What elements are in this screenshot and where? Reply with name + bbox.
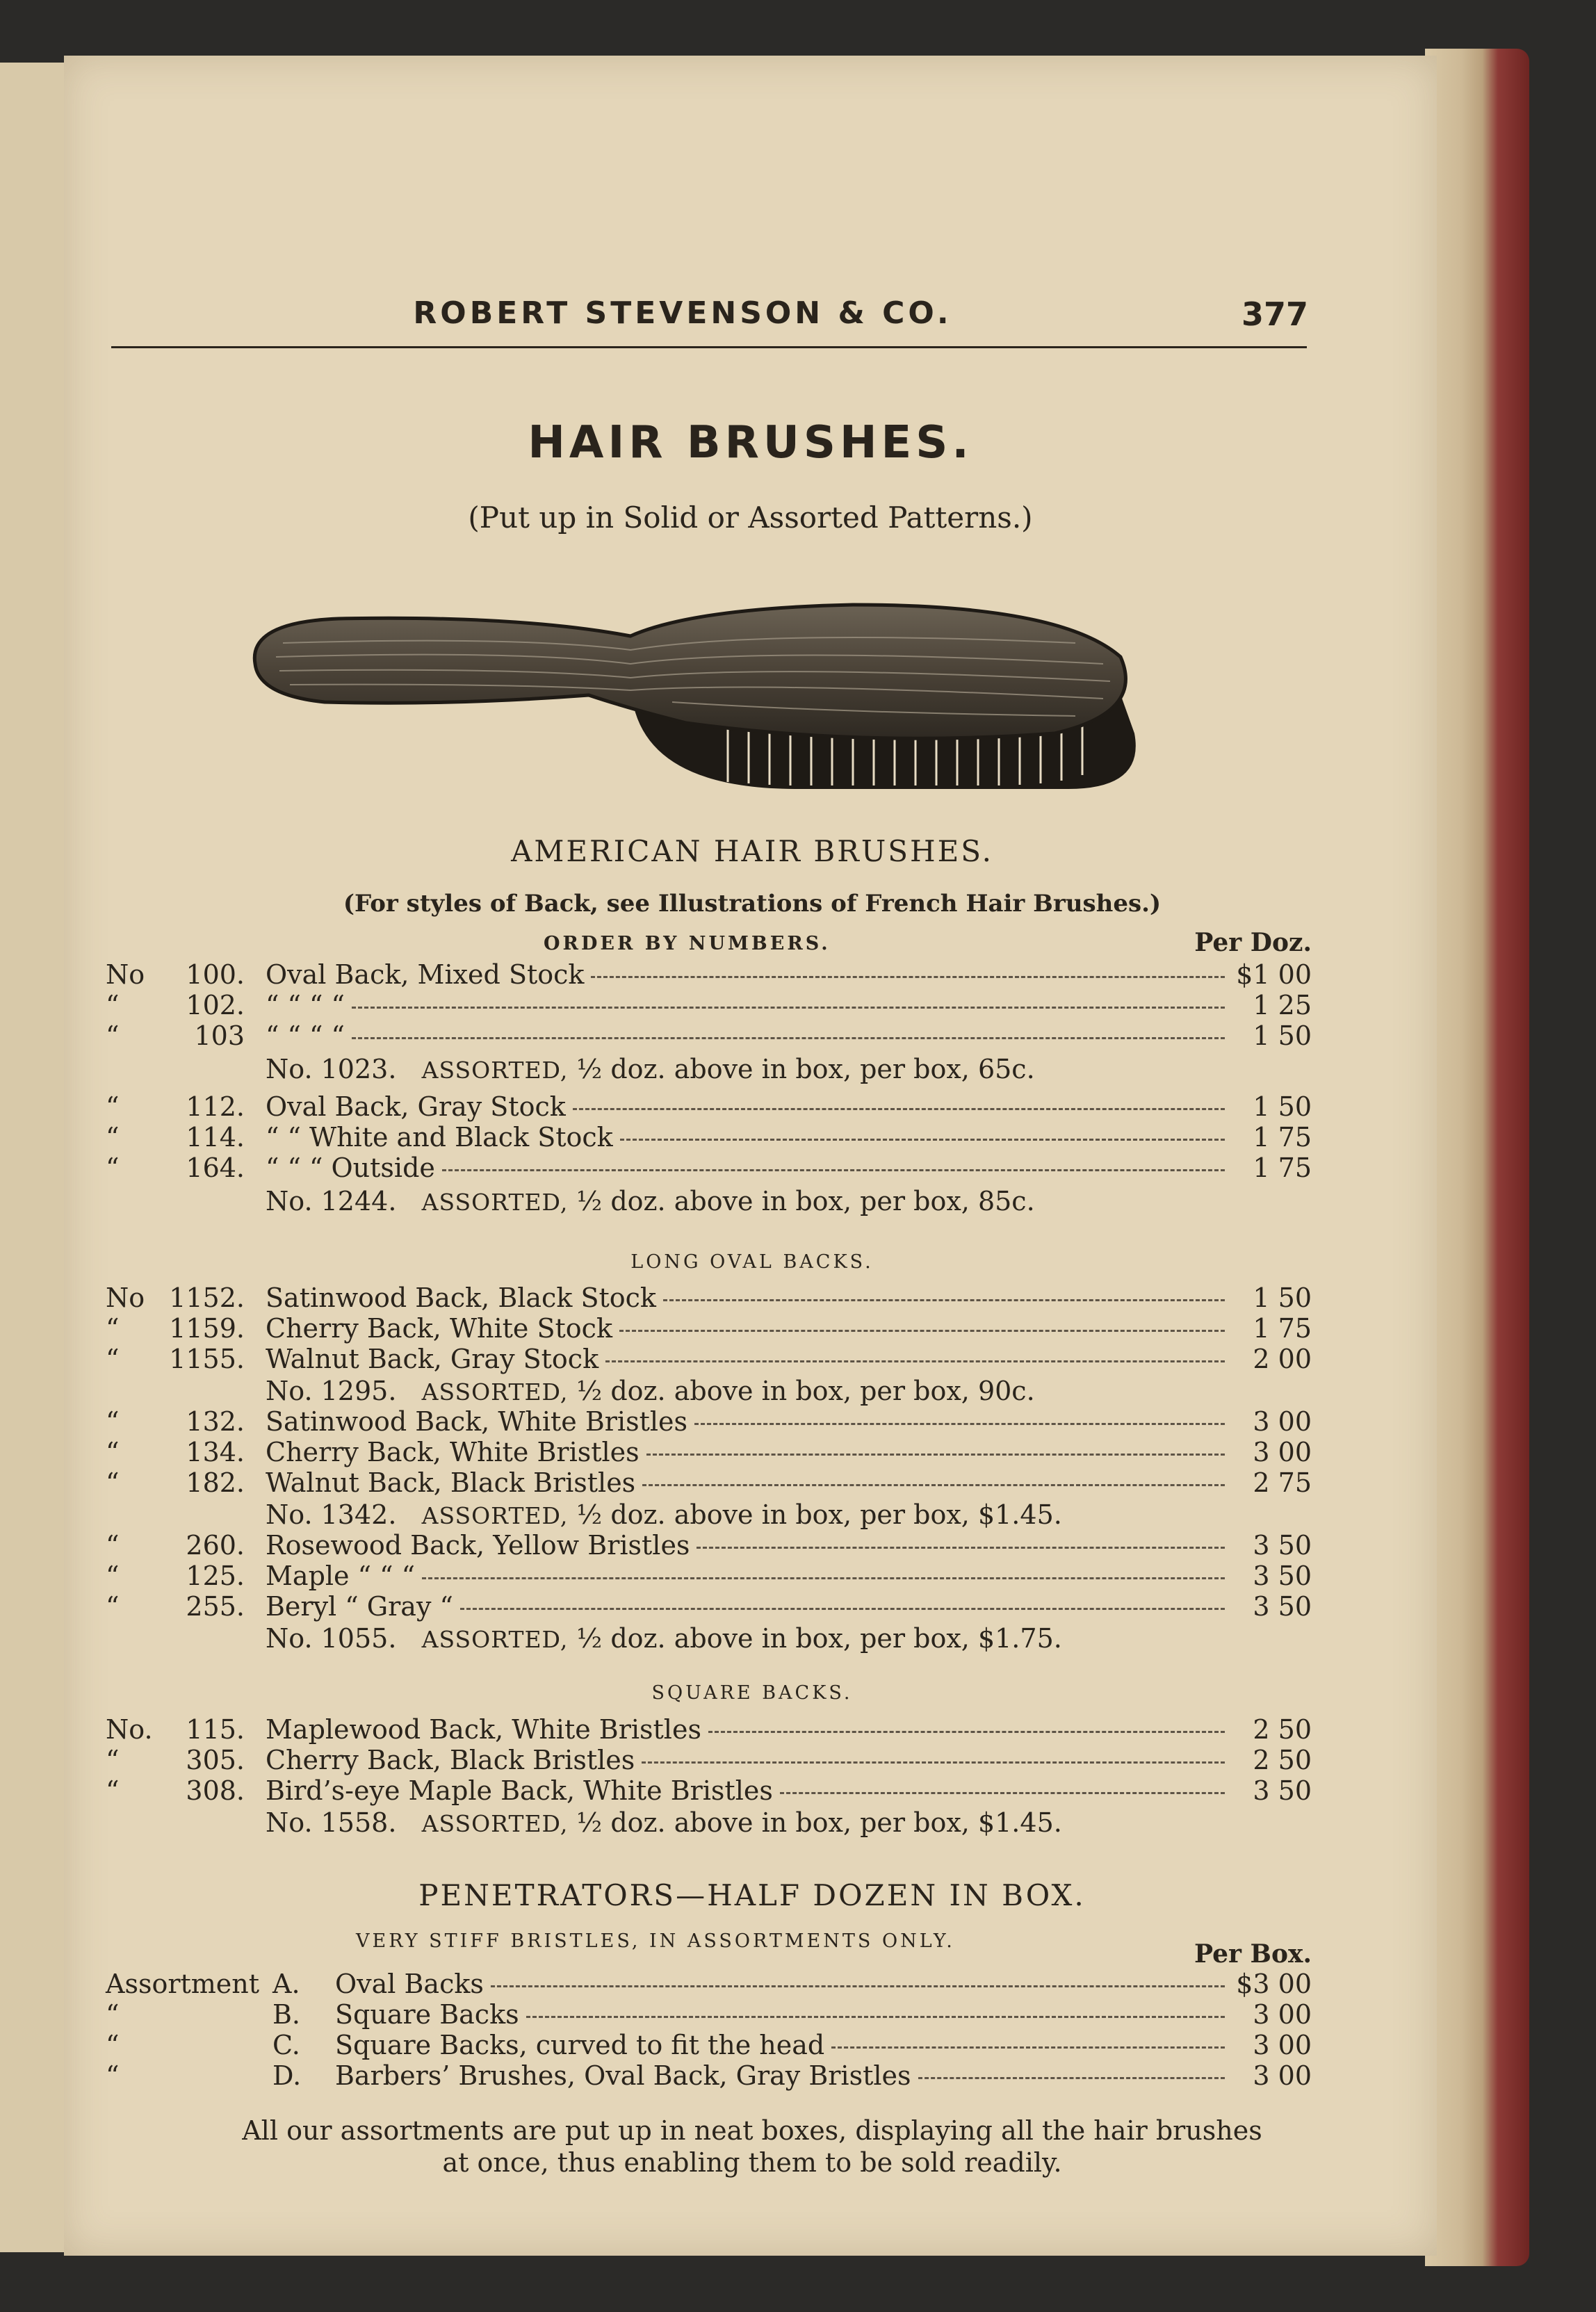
item-price: 2 50 — [1253, 1745, 1312, 1775]
row-prefix: “ — [106, 1745, 120, 1775]
catalog-page — [64, 56, 1437, 2256]
assorted-detail: ½ doz. above in box, per box, $1.75. — [576, 1623, 1062, 1654]
dot-leader — [642, 1761, 1225, 1764]
dot-leader — [642, 1484, 1225, 1486]
assorted-number: No. 1295. — [266, 1376, 397, 1406]
row-prefix: “ — [106, 1406, 120, 1437]
item-number: 125. — [186, 1561, 245, 1591]
assorted-label: ASSORTED, — [421, 1378, 569, 1406]
row-prefix: “ — [106, 1437, 120, 1467]
header-rule — [111, 346, 1307, 348]
dot-leader — [442, 1169, 1225, 1171]
list-item — [106, 1591, 1312, 1622]
row-prefix: Assortment — [106, 1969, 260, 1999]
footer-note — [64, 2115, 1440, 2179]
item-price: 2 00 — [1253, 1344, 1312, 1374]
list-item — [106, 1999, 1312, 2030]
dot-leader — [605, 1360, 1225, 1362]
item-number: 112. — [186, 1091, 245, 1122]
dot-leader — [831, 2046, 1225, 2049]
list-item — [106, 959, 1312, 990]
assorted-label: ASSORTED, — [421, 1502, 569, 1529]
assorted-number: No. 1023. — [266, 1054, 397, 1084]
assortment-letter: D. — [272, 2060, 302, 2091]
item-number: 115. — [186, 1714, 245, 1745]
row-prefix: “ — [106, 1020, 120, 1051]
facing-page-edge — [0, 63, 66, 2252]
item-description: Cherry Back, Black Bristles — [266, 1745, 635, 1775]
item-price: 3 50 — [1253, 1775, 1312, 1806]
row-prefix: “ — [106, 1122, 120, 1153]
item-price: 3 50 — [1253, 1591, 1312, 1622]
list-item — [106, 1561, 1312, 1591]
item-description: Oval Back, Mixed Stock — [266, 959, 585, 990]
list-item — [106, 1313, 1312, 1344]
row-prefix: “ — [106, 1561, 120, 1591]
item-description: Oval Back, Gray Stock — [266, 1091, 566, 1122]
assorted-line — [266, 1054, 1035, 1084]
item-description: Walnut Back, Black Bristles — [266, 1467, 636, 1498]
dot-leader — [352, 1007, 1225, 1009]
row-prefix: “ — [106, 1999, 120, 2030]
item-description: Bird’s-eye Maple Back, White Bristles — [266, 1775, 773, 1806]
item-number: 114. — [186, 1122, 245, 1153]
item-price: 3 00 — [1253, 1437, 1312, 1467]
square-heading: SQUARE BACKS. — [651, 1682, 853, 1704]
list-item — [106, 2030, 1312, 2060]
dot-leader — [708, 1731, 1225, 1733]
item-price: 1 50 — [1253, 1283, 1312, 1313]
row-prefix: “ — [106, 1530, 120, 1561]
assorted-label: ASSORTED, — [421, 1189, 569, 1216]
per-box-label: Per Box. — [1194, 1939, 1312, 1969]
row-prefix: “ — [106, 2030, 120, 2060]
assorted-line — [266, 1623, 1062, 1654]
page-number: 377 — [1241, 295, 1308, 333]
footer-line: All our assortments are put up in neat boxes, displaying all the hair brushes — [242, 2115, 1262, 2146]
list-item — [106, 1775, 1312, 1806]
dot-leader — [697, 1547, 1225, 1549]
row-prefix: “ — [106, 1775, 120, 1806]
item-price: 3 00 — [1253, 1406, 1312, 1437]
item-price: 1 50 — [1253, 1091, 1312, 1122]
list-item — [106, 1530, 1312, 1561]
item-number: 1152. — [169, 1283, 245, 1313]
item-description: Beryl “ Gray “ — [266, 1591, 453, 1622]
assorted-line — [266, 1499, 1062, 1530]
item-number: 260. — [186, 1530, 245, 1561]
assorted-detail: ½ doz. above in box, per box, 65c. — [576, 1054, 1035, 1084]
item-price: 1 75 — [1253, 1122, 1312, 1153]
list-item — [106, 1969, 1312, 1999]
item-description: “ “ White and Black Stock — [266, 1122, 613, 1153]
dot-leader — [620, 1139, 1225, 1141]
dot-leader — [646, 1454, 1225, 1456]
assorted-line — [266, 1376, 1035, 1406]
item-description: Rosewood Back, Yellow Bristles — [266, 1530, 690, 1561]
item-description: “ “ “ “ — [266, 1020, 345, 1051]
item-description: Maplewood Back, White Bristles — [266, 1714, 701, 1745]
assorted-label: ASSORTED, — [421, 1626, 569, 1653]
item-description: Barbers’ Brushes, Oval Back, Gray Bristles — [335, 2060, 911, 2091]
list-item — [106, 1153, 1312, 1183]
item-price: 3 50 — [1253, 1561, 1312, 1591]
footer-line: at once, thus enabling them to be sold readily. — [442, 2147, 1062, 2178]
list-item — [106, 990, 1312, 1020]
item-price: 1 75 — [1253, 1313, 1312, 1344]
item-description: Square Backs — [335, 1999, 519, 2030]
dot-leader — [526, 2016, 1225, 2018]
dot-leader — [694, 1423, 1225, 1425]
list-item — [106, 1406, 1312, 1437]
item-number: 132. — [186, 1406, 245, 1437]
running-head: ROBERT STEVENSON & CO. — [413, 295, 952, 331]
assortment-letter: A. — [272, 1969, 300, 1999]
item-price: 1 25 — [1253, 990, 1312, 1020]
dot-leader — [573, 1108, 1225, 1110]
page-title: HAIR BRUSHES. — [528, 417, 973, 469]
list-item — [106, 1467, 1312, 1498]
row-prefix: “ — [106, 1591, 120, 1622]
item-price: $3 00 — [1236, 1969, 1312, 1999]
row-prefix: “ — [106, 1467, 120, 1498]
row-prefix: “ — [106, 1091, 120, 1122]
row-prefix: “ — [106, 990, 120, 1020]
row-prefix: “ — [106, 2060, 120, 2091]
list-item — [106, 1122, 1312, 1153]
list-item — [106, 1091, 1312, 1122]
item-price: 3 00 — [1253, 1999, 1312, 2030]
dot-leader — [663, 1299, 1225, 1301]
dot-leader — [422, 1577, 1225, 1579]
list-item — [106, 1745, 1312, 1775]
dot-leader — [352, 1037, 1225, 1039]
row-prefix: No. — [106, 1714, 153, 1745]
american-heading: AMERICAN HAIR BRUSHES. — [511, 834, 993, 868]
list-item — [106, 1020, 1312, 1051]
item-number: 255. — [186, 1591, 245, 1622]
item-description: Satinwood Back, Black Stock — [266, 1283, 656, 1313]
list-item — [106, 1283, 1312, 1313]
item-price: 2 75 — [1253, 1467, 1312, 1498]
item-description: Oval Backs — [335, 1969, 484, 1999]
dot-leader — [491, 1985, 1225, 1987]
dot-leader — [780, 1792, 1225, 1794]
row-prefix: No — [106, 1283, 145, 1313]
assortment-letter: C. — [272, 2030, 300, 2060]
list-item — [106, 1437, 1312, 1467]
dot-leader — [460, 1608, 1225, 1610]
item-price: $1 00 — [1236, 959, 1312, 990]
item-price: 1 75 — [1253, 1153, 1312, 1183]
page-subtitle: (Put up in Solid or Assorted Patterns.) — [468, 500, 1033, 535]
item-description: Square Backs, curved to fit the head — [335, 2030, 825, 2060]
item-number: 164. — [186, 1153, 245, 1183]
list-item — [106, 2060, 1312, 2091]
order-label: ORDER BY NUMBERS. — [544, 933, 831, 954]
list-item — [106, 1714, 1312, 1745]
assorted-number: No. 1244. — [266, 1186, 397, 1216]
assorted-detail: ½ doz. above in box, per box, 85c. — [576, 1186, 1035, 1216]
row-prefix: “ — [106, 1313, 120, 1344]
hair-brush-illustration — [241, 560, 1145, 824]
row-prefix: No — [106, 959, 145, 990]
penetrators-heading: PENETRATORS—HALF DOZEN IN BOX. — [418, 1878, 1086, 1912]
assorted-label: ASSORTED, — [421, 1810, 569, 1837]
item-number: 103 — [194, 1020, 245, 1051]
dot-leader — [591, 976, 1225, 978]
item-number: 305. — [186, 1745, 245, 1775]
item-number: 182. — [186, 1467, 245, 1498]
item-number: 1155. — [169, 1344, 245, 1374]
assorted-line — [266, 1807, 1062, 1838]
assorted-line — [266, 1186, 1035, 1216]
item-number: 1159. — [169, 1313, 245, 1344]
item-description: “ “ “ Outside — [266, 1153, 435, 1183]
item-price: 3 00 — [1253, 2030, 1312, 2060]
item-description: Walnut Back, Gray Stock — [266, 1344, 599, 1374]
assorted-number: No. 1055. — [266, 1623, 397, 1654]
assorted-detail: ½ doz. above in box, per box, $1.45. — [576, 1807, 1062, 1838]
dot-leader — [619, 1330, 1225, 1332]
item-price: 3 50 — [1253, 1530, 1312, 1561]
item-description: Maple “ “ “ — [266, 1561, 416, 1591]
item-number: 134. — [186, 1437, 245, 1467]
long-oval-heading: LONG OVAL BACKS. — [630, 1251, 874, 1273]
item-description: Satinwood Back, White Bristles — [266, 1406, 687, 1437]
assorted-detail: ½ doz. above in box, per box, 90c. — [576, 1376, 1035, 1406]
per-doz-label: Per Doz. — [1194, 928, 1312, 957]
american-note: (For styles of Back, see Illustrations of French Hair Brushes.) — [343, 890, 1162, 918]
item-number: 102. — [186, 990, 245, 1020]
item-price: 2 50 — [1253, 1714, 1312, 1745]
item-number: 308. — [186, 1775, 245, 1806]
dot-leader — [918, 2077, 1225, 2079]
assorted-number: No. 1558. — [266, 1807, 397, 1838]
item-price: 3 00 — [1253, 2060, 1312, 2091]
item-description: Cherry Back, White Bristles — [266, 1437, 640, 1467]
assorted-label: ASSORTED, — [421, 1057, 569, 1084]
assorted-number: No. 1342. — [266, 1499, 397, 1530]
item-description: “ “ “ “ — [266, 990, 345, 1020]
item-price: 1 50 — [1253, 1020, 1312, 1051]
penetrators-subheading: VERY STIFF BRISTLES, IN ASSORTMENTS ONLY. — [356, 1930, 955, 1952]
item-number: 100. — [186, 959, 245, 990]
assorted-detail: ½ doz. above in box, per box, $1.45. — [576, 1499, 1062, 1530]
item-description: Cherry Back, White Stock — [266, 1313, 612, 1344]
assortment-letter: B. — [272, 1999, 301, 2030]
list-item — [106, 1344, 1312, 1374]
row-prefix: “ — [106, 1344, 120, 1374]
row-prefix: “ — [106, 1153, 120, 1183]
book-edge — [1425, 49, 1529, 2266]
